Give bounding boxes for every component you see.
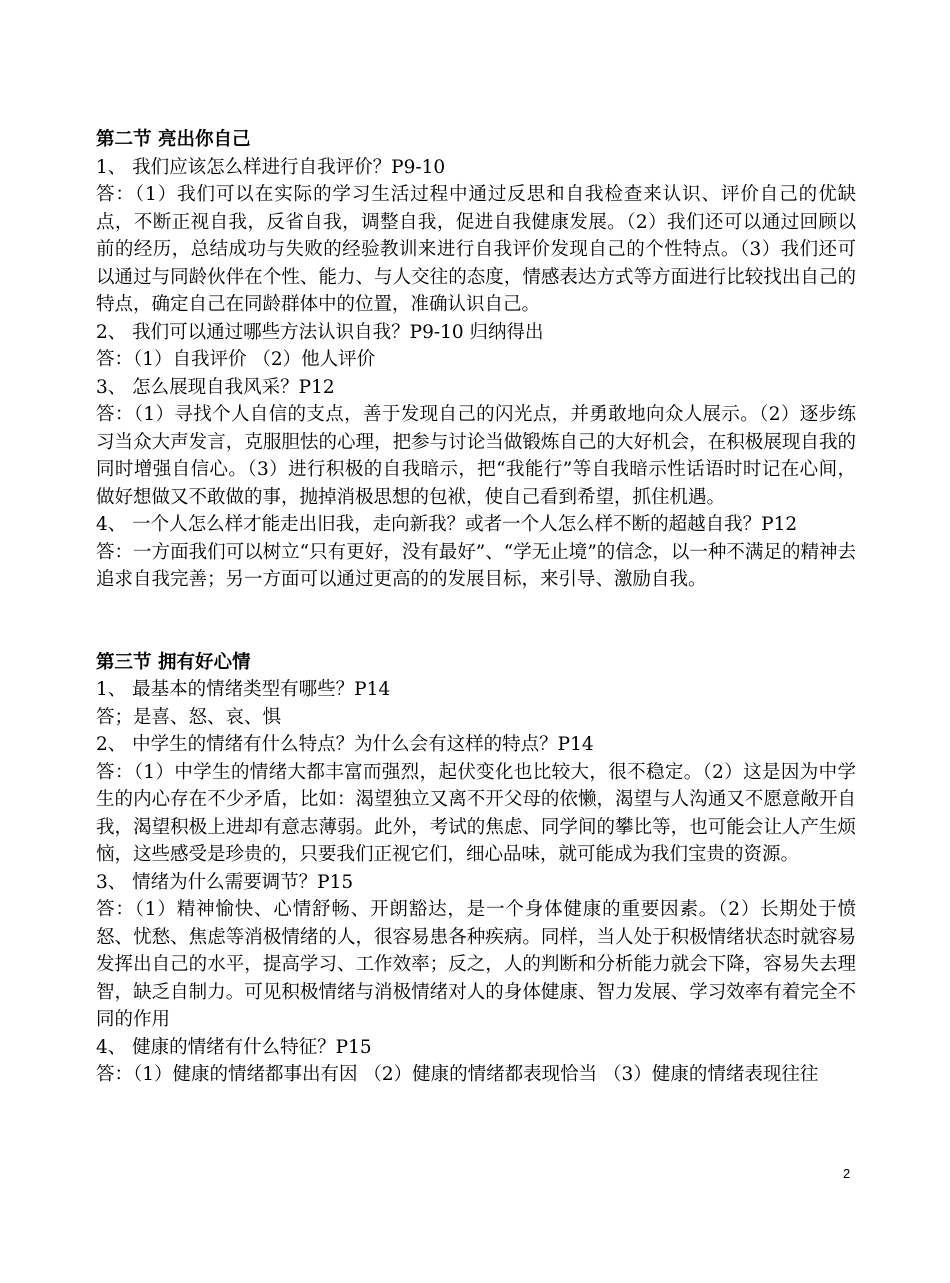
question-4: 4、 健康的情绪有什么特征？P15 — [96, 1036, 372, 1058]
page-number: 2 — [843, 1166, 851, 1181]
question-1: 1、 最基本的情绪类型有哪些？P14 — [96, 679, 391, 700]
answer-2: 答：（1）中学生的情绪大都丰富而强烈，起伏变化也比较大，很不稳定。（2）这是因为中学生的内心存在不少矛盾，比如：渴望独立又离不开父母的依懒，渴望与人沟通又不愿意敞开自我，渴望积极上进却有意志薄弱。此外，考试的焦虑、同学间的攀比等，也可能会让人产生烦恼，这些感受是珍贵的，只要我们正视它们，细心品味，就可能成为我们宝贵的资源。 — [96, 761, 856, 865]
question-3: 3、 怎么展现自我风采？P12 — [96, 376, 335, 398]
question-3: 3、 情绪为什么需要调节？P15 — [96, 871, 354, 893]
answer-2: 答：（1）自我评价 （2）他人评价 — [96, 349, 376, 370]
section-heading: 第三节 拥有好心情 — [96, 651, 251, 673]
question-4: 4、 一个人怎么样才能走出旧我，走向新我？或者一个人怎么样不断的超越自我？P12 — [96, 514, 798, 535]
section-heading: 第二节 亮出你自己 — [96, 129, 251, 150]
answer-1: 答；是喜、怒、哀、惧 — [96, 706, 282, 728]
question-2: 2、 中学生的情绪有什么特点？为什么会有这样的特点？P14 — [96, 734, 594, 755]
answer-3: 答：（1）寻找个人自信的支点，善于发现自己的闪光点，并勇敢地向众人展示。（2）逐步练习当众大声发言，克服胆怯的心理，把参与讨论当做锻炼自己的大好机会，在积极展现自我的同时增强自信心。（3）进行积极的自我暗示，把“我能行”等自我暗示性话语时时记在心间，做好想做又不敢做的事，抛掉消极思想的包袱，使自己看到希望，抓住机遇。 — [96, 404, 856, 508]
section-2 — [96, 126, 856, 594]
answer-1: 答：（1）我们可以在实际的学习生活过程中通过反思和自我检查来认识、评价自己的优缺点，不断正视自我，反省自我，调整自我，促进自我健康发展。（2）我们还可以通过回顾以前的经历，总结成功与失败的经验教训来进行自我评价发现自己的个性特点。（3）我们还可以通过与同龄伙伴在个性、能力、与人交往的态度，情感表达方式等方面进行比较找出自己的特点，确定自己在同龄群体中的位置，准确认识自己。 — [96, 184, 856, 315]
page-content — [96, 126, 856, 1089]
answer-3: 答：（1）精神愉快、心情舒畅、开朗豁达，是一个身体健康的重要因素。（2）长期处于愤怒、忧愁、焦虑等消极情绪的人，很容易患各种疾病。同样，当人处于积极情绪状态时就容易发挥出自己的水平，提高学习、工作效率；反之，人的判断和分析能力就会下降，容易失去理智，缺乏自制力。可见积极情绪与消极情绪对人的身体健康、智力发展、学习效率有着完全不同的作用 — [96, 899, 856, 1030]
section-3 — [96, 649, 856, 1089]
answer-4: 答：（1）健康的情绪都事出有因 （2）健康的情绪都表现恰当 （3）健康的情绪表现往往 — [96, 1064, 819, 1085]
answer-4: 答：一方面我们可以树立“只有更好，没有最好”、“学无止境”的信念，以一种不满足的精神去追求自我完善；另一方面可以通过更高的的发展目标，来引导、激励自我。 — [96, 541, 856, 590]
question-2: 2、 我们可以通过哪些方法认识自我？P9-10 归纳得出 — [96, 321, 544, 343]
question-1: 1、 我们应该怎么样进行自我评价？P9-10 — [96, 156, 446, 178]
